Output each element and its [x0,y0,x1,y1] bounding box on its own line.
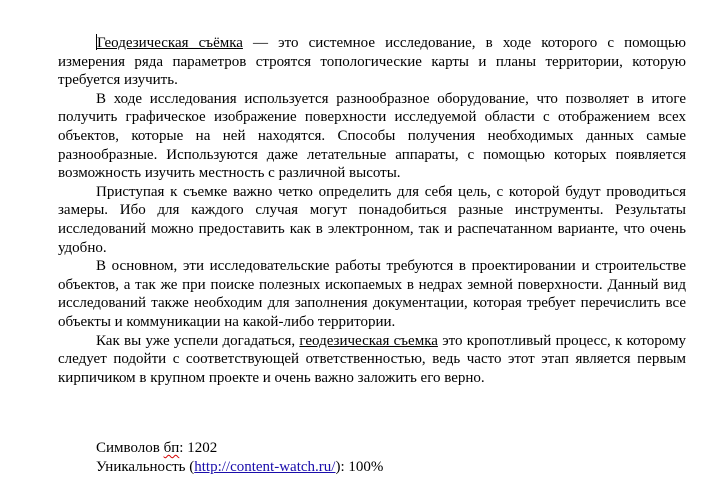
document-body [58,34,686,387]
uniqueness-suffix: ): [335,459,349,475]
paragraph-3: Приступая к съемке важно четко определить для себя цель, с которой будут проводиться замеры. Ибо для каждого случая могут понадобиться разные инструменты. Результаты исследований можно предоставить как в электронном, так и распечатанном варианте, что очень удобно. [58,183,686,256]
char-count-label: Символов [96,440,164,456]
term-geodetic-survey: Геодезическая съёмка [97,35,243,51]
char-count-abbrev: бп [163,440,180,456]
term-geodetic-survey-2: геодезическая съемка [299,332,438,349]
uniqueness-label: Уникальность ( [96,459,195,475]
paragraph-5-text: это кропотливый процесс, к которому следует подойти с соответствующей ответственностью, ведь часто этот этап является первым кирпичиком в крупном проекте и очень важно заложить его верно. [58,332,686,386]
uniqueness-value: 100% [348,459,384,475]
document-footer [96,439,383,477]
uniqueness-line [96,458,383,477]
paragraph-2: В ходе исследования используется разнообразное оборудование, что позволяет в итоге получить графическое изображение поверхности исследуемой области с отображением всех объектов, которые на ней находятся. Способы получения необходимых данных самые разнообразные. Используются даже летательные аппараты, с помощью которых появляется возможность изучить местность с различной высоты. [58,90,686,182]
paragraph-5-intro: Как вы уже успели догадаться, [96,332,300,349]
paragraph-1 [58,34,686,90]
char-count-colon: : [179,440,188,456]
paragraph-1-text: — это системное исследование, в ходе которого с помощью измерения ряда параметров строятся топологические карты и планы территории, которую требуется изучить. [58,35,686,89]
paragraph-4: В основном, эти исследовательские работы требуются в проектировании и строительстве объектов, а так же при поиске полезных ископаемых в недрах земной поверхности. Данный вид исследований также необходим для заполнения документации, которая требует перечислить все объекты и коммуникации на какой-либо территории. [58,258,686,330]
paragraph-5 [58,332,686,388]
char-count-value: 1202 [187,440,218,456]
content-watch-link[interactable]: http://content-watch.ru/ [194,459,336,475]
char-count-line [96,439,383,458]
